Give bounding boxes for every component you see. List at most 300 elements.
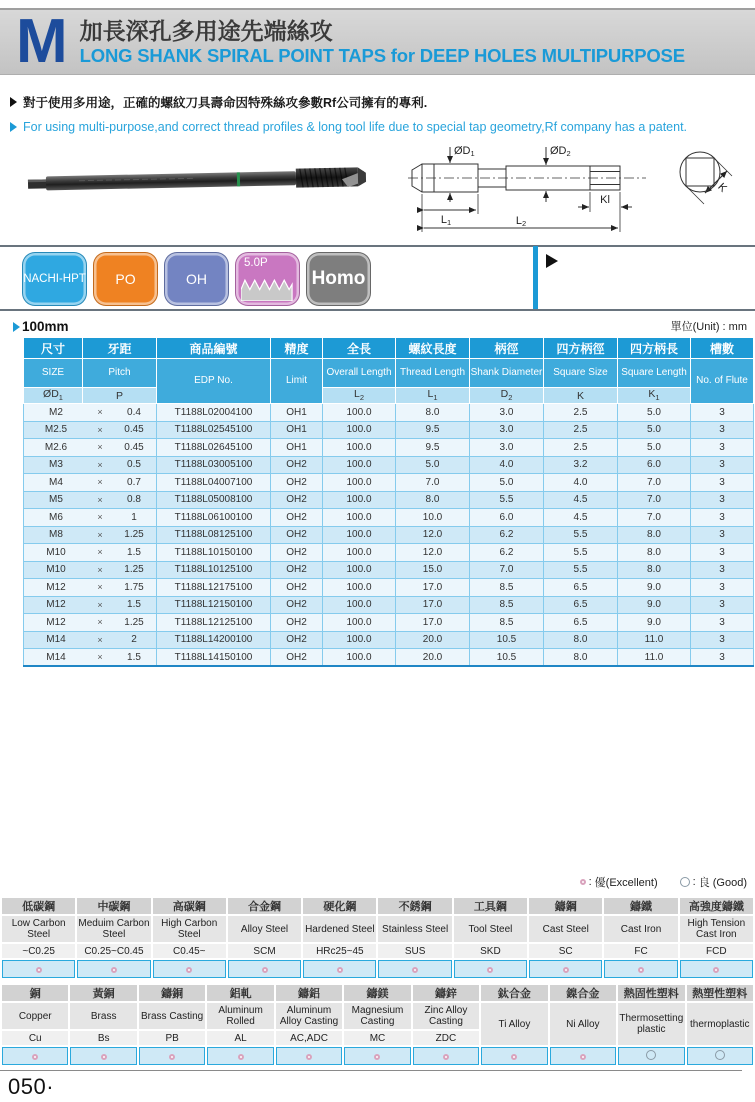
material-en: Cast Steel [528,915,603,943]
spec-row [24,579,754,597]
col-header-zh: 精度 [271,338,323,359]
material-rating [1,959,76,979]
square-size: 5.5 [544,526,618,544]
overall-length: 100.0 [323,544,396,562]
overall-length: 100.0 [323,596,396,614]
square-length: 8.0 [618,544,691,562]
excellent-ring-icon [101,1054,107,1060]
spec-row [24,491,754,509]
overall-length: 100.0 [323,509,396,527]
size-pitch [24,561,157,579]
edp-no: T1188L12175100 [157,579,271,597]
pitch-value: 1.5 [127,599,141,611]
material-en: Ni Alloy [549,1002,617,1046]
material-en: Cast Iron [603,915,678,943]
multiply-icon: × [97,599,103,610]
multiply-icon: × [97,652,103,662]
col-header-symbol: P [83,388,157,404]
material-code: AC,ADC [275,1030,343,1046]
intro-text-en: For using multi-purpose,and correct thread profiles & long tool life due to special tap geometry,Rf company has a patent. [23,120,688,134]
pitch-value: 0.8 [127,494,141,506]
material-en: thermoplastic [686,1002,754,1046]
title-bar [0,8,755,75]
excellent-ring-icon [713,967,719,973]
material-rating [138,1046,206,1066]
square-length: 9.0 [618,614,691,632]
spec-row [24,614,754,632]
material-zh: 合金鋼 [227,897,302,915]
square-size: 2.5 [544,404,618,422]
divider-rule [0,245,755,247]
dim-label-kl: Kl [600,194,610,206]
legend-good: : 良 (Good) [680,874,747,890]
square-size: 6.5 [544,596,618,614]
shank-diameter: 4.0 [470,456,544,474]
material-code: C0.25~C0.45 [76,943,151,959]
multiply-icon: × [97,477,103,488]
spec-row [24,631,754,649]
square-length: 11.0 [618,631,691,649]
badge-label: OH [186,271,207,287]
col-header-zh: 全長 [323,338,396,359]
overall-length: 100.0 [323,649,396,667]
size-pitch [24,509,157,527]
edp-no: T1188L10125100 [157,561,271,579]
overall-length: 100.0 [323,491,396,509]
multiply-icon: × [97,564,103,575]
thread-length: 12.0 [396,526,470,544]
divider-rule [0,309,755,311]
material-zh: 鑄鋼 [528,897,603,915]
material-rating [453,959,528,979]
edp-no: T1188L03005100 [157,456,271,474]
col-header-symbol: $D_2$ [470,388,544,404]
col-header-zh: 牙距 [83,338,157,359]
shank-diameter: 7.0 [470,561,544,579]
limit: OH2 [271,631,323,649]
material-en: Copper [1,1002,69,1030]
excellent-ring-icon [169,1054,175,1060]
size-pitch [24,456,157,474]
material-en: Aluminum Alloy Casting [275,1002,343,1030]
col-header-en: Square Length [618,359,691,388]
material-table [0,983,755,1067]
material-rating [603,959,678,979]
col-header-symbol: K [544,388,618,404]
material-en: Hardened Steel [302,915,377,943]
square-size: 4.5 [544,509,618,527]
thread-length: 8.0 [396,404,470,422]
multiply-icon: × [97,442,103,453]
thread-profile-icon [241,276,296,301]
limit: OH2 [271,596,323,614]
col-header-zh: 四方柄長 [618,338,691,359]
good-ring-icon [646,1050,656,1060]
multiply-icon: × [97,407,103,418]
material-code: C0.45~ [152,943,227,959]
pitch-value: 0.7 [127,476,141,488]
material-zh: 鑄鋁 [275,984,343,1002]
shank-diameter: 6.0 [470,509,544,527]
material-code: FCD [679,943,754,959]
overall-length: 100.0 [323,614,396,632]
material-en: Zinc Alloy Casting [412,1002,480,1030]
material-zh: 銅 [1,984,69,1002]
size-value: M3 [49,459,63,471]
edp-no: T1188L14200100 [157,631,271,649]
multiply-icon: × [97,547,103,558]
size-value: M8 [49,529,63,541]
material-code: SC [528,943,603,959]
excellent-ring-icon [337,967,343,973]
square-length: 9.0 [618,579,691,597]
col-header-en: Pitch [83,359,157,388]
material-en: Brass Casting [138,1002,206,1030]
col-header-zh: 四方柄徑 [544,338,618,359]
square-length: 11.0 [618,649,691,667]
material-zh: 鑄鎂 [343,984,411,1002]
limit: OH1 [271,404,323,422]
square-length: 7.0 [618,491,691,509]
material-en: Tool Steel [453,915,528,943]
material-en: High Tension Cast Iron [679,915,754,943]
col-header-symbol: $K_1$ [618,388,691,404]
material-en: High Carbon Steel [152,915,227,943]
flutes: 3 [691,649,754,667]
size-value: M5 [49,494,63,506]
pointer-icon [546,254,558,268]
edp-no: T1188L04007100 [157,474,271,492]
pitch-value: 1.5 [127,651,141,663]
badge-5-0p [235,252,300,306]
square-size: 4.0 [544,474,618,492]
excellent-ring-icon [306,1054,312,1060]
size-marker [13,319,69,334]
col-header-symbol: $L_1$ [396,388,470,404]
pitch-value: 1 [131,511,137,523]
edp-no: T1188L02645100 [157,439,271,457]
thread-length: 7.0 [396,474,470,492]
shank-diameter: 3.0 [470,439,544,457]
flutes: 3 [691,404,754,422]
dim-label-l2: L2 [515,215,527,228]
material-zh: 高碳鋼 [152,897,227,915]
limit: OH1 [271,439,323,457]
limit: OH1 [271,421,323,439]
edp-no: T1188L14150100 [157,649,271,667]
excellent-ring-icon [412,967,418,973]
material-zh: 鈦合金 [480,984,548,1002]
material-en: Alloy Steel [227,915,302,943]
excellent-ring-icon [186,967,192,973]
size-pitch [24,474,157,492]
thread-length: 15.0 [396,561,470,579]
overall-length: 100.0 [323,526,396,544]
material-rating [528,959,603,979]
rating-legend [580,874,747,890]
pitch-value: 2 [131,634,137,646]
limit: OH2 [271,579,323,597]
material-rating [227,959,302,979]
table-caption [13,318,747,334]
pitch-value: 1.5 [127,546,141,558]
material-code: Bs [69,1030,137,1046]
size-marker-label: 100mm [22,319,69,334]
shank-diameter: 6.2 [470,544,544,562]
pitch-value: 1.75 [124,581,144,593]
col-header-en: Square Size [544,359,618,388]
col-header-symbol: $ØD_1$ [24,388,83,404]
material-rating [617,1046,685,1066]
dim-label-l1: L1 [440,214,452,227]
flutes: 3 [691,474,754,492]
shank-diameter: 8.5 [470,614,544,632]
spec-row [24,456,754,474]
material-rating [377,959,452,979]
material-en: Brass [69,1002,137,1030]
multiply-icon: × [97,494,103,505]
square-size: 6.5 [544,579,618,597]
material-rating [275,1046,343,1066]
size-pitch [24,614,157,632]
size-pitch [24,526,157,544]
spec-row [24,421,754,439]
col-header-en: Limit [271,359,323,404]
shank-diameter: 3.0 [470,404,544,422]
size-value: M10 [46,546,66,558]
size-pitch [24,421,157,439]
material-zh: 鑄鐵 [603,897,678,915]
multiply-icon: × [97,617,103,628]
material-zh: 鑄鋅 [412,984,480,1002]
flutes: 3 [691,579,754,597]
tap-photo [24,148,392,214]
limit: OH2 [271,509,323,527]
pitch-value: 0.4 [127,406,141,418]
edp-no: T1188L05008100 [157,491,271,509]
series-letter: M [16,7,66,77]
square-size: 8.0 [544,649,618,667]
excellent-ring-icon [563,967,569,973]
footer-rule [0,1070,742,1071]
material-en: Stainless Steel [377,915,452,943]
shank-diameter: 5.0 [470,474,544,492]
multiply-icon: × [97,512,103,523]
col-header-zh: 槽數 [691,338,754,359]
thread-length: 20.0 [396,649,470,667]
pitch-value: 0.45 [124,441,144,453]
flutes: 3 [691,614,754,632]
material-table [0,896,755,980]
overall-length: 100.0 [323,421,396,439]
thread-length: 9.5 [396,421,470,439]
size-value: M4 [49,476,63,488]
spec-table [23,337,754,667]
size-pitch [24,439,157,457]
thread-length: 5.0 [396,456,470,474]
thread-length: 10.0 [396,509,470,527]
excellent-ring-icon [638,967,644,973]
col-header-symbol: $L_2$ [323,388,396,404]
spec-row [24,596,754,614]
size-pitch [24,596,157,614]
material-code: Cu [1,1030,69,1046]
col-header-zh: 螺紋長度 [396,338,470,359]
material-zh: 熱塑性塑料 [686,984,754,1002]
overall-length: 100.0 [323,456,396,474]
badge-po [93,252,158,306]
material-code: HRc25~45 [302,943,377,959]
material-rating [302,959,377,979]
dim-label-d1: ØD1 [454,145,475,158]
thread-length: 9.5 [396,439,470,457]
square-length: 9.0 [618,596,691,614]
badge-label: 5.0P [244,257,268,269]
size-pitch [24,649,157,667]
square-length: 5.0 [618,404,691,422]
size-value: M2.6 [44,441,68,453]
material-zh: 鎳合金 [549,984,617,1002]
limit: OH2 [271,491,323,509]
excellent-ring-icon [238,1054,244,1060]
shank-diameter: 5.5 [470,491,544,509]
spec-row [24,474,754,492]
size-value: M12 [46,581,66,593]
flutes: 3 [691,544,754,562]
material-rating [679,959,754,979]
material-rating [686,1046,754,1066]
material-code: ZDC [412,1030,480,1046]
material-zh: 中碳鋼 [76,897,151,915]
size-pitch [24,404,157,422]
size-value: M10 [46,564,66,576]
badge-homo [306,252,371,306]
pitch-value: 0.45 [124,424,144,436]
excellent-ring-icon [374,1054,380,1060]
material-code: AL [206,1030,274,1046]
thread-length: 8.0 [396,491,470,509]
material-zh: 熱固性塑料 [617,984,685,1002]
limit: OH2 [271,544,323,562]
square-size: 5.5 [544,561,618,579]
shank-diameter: 6.2 [470,526,544,544]
spec-row [24,509,754,527]
size-value: M14 [46,634,66,646]
edp-no: T1188L08125100 [157,526,271,544]
size-value: M6 [49,511,63,523]
material-zh: 鑄銅 [138,984,206,1002]
spec-table-grid [23,337,754,667]
col-header-zh: 商品編號 [157,338,271,359]
material-tables [0,896,755,1070]
overall-length: 100.0 [323,404,396,422]
thread-length: 17.0 [396,579,470,597]
material-rating [549,1046,617,1066]
dim-label-d2: ØD2 [550,145,571,158]
flutes: 3 [691,631,754,649]
material-rating [412,1046,480,1066]
limit: OH2 [271,561,323,579]
material-rating [152,959,227,979]
overall-length: 100.0 [323,561,396,579]
col-header-en: SIZE [24,359,83,388]
size-value: M2.5 [44,424,68,436]
overall-length: 100.0 [323,439,396,457]
edp-no: T1188L12125100 [157,614,271,632]
square-size: 5.5 [544,544,618,562]
col-header-zh: 尺寸 [24,338,83,359]
material-zh: 不銹鋼 [377,897,452,915]
excellent-ring-icon [32,1054,38,1060]
size-value: M14 [46,651,66,663]
size-value: M2 [49,406,63,418]
excellent-ring-icon [262,967,268,973]
size-pitch [24,579,157,597]
flutes: 3 [691,596,754,614]
flutes: 3 [691,491,754,509]
overall-length: 100.0 [323,474,396,492]
material-en: Low Carbon Steel [1,915,76,943]
square-length: 7.0 [618,474,691,492]
shank-diameter: 3.0 [470,421,544,439]
intro-line-en [10,120,747,134]
edp-no: T1188L06100100 [157,509,271,527]
limit: OH2 [271,456,323,474]
material-rating [343,1046,411,1066]
badge-nachi-hpt [22,252,87,306]
shank-diameter: 10.5 [470,631,544,649]
excellent-ring-icon [443,1054,449,1060]
dimension-diagram [408,140,753,250]
square-length: 8.0 [618,561,691,579]
spec-row [24,649,754,667]
size-pitch [24,631,157,649]
good-ring-icon [680,877,690,887]
material-zh: 工具鋼 [453,897,528,915]
badge-label: Homo [311,268,366,289]
material-en: Magnesium Casting [343,1002,411,1030]
flutes: 3 [691,509,754,527]
edp-no: T1188L02004100 [157,404,271,422]
pitch-value: 1.25 [124,616,144,628]
material-rating [480,1046,548,1066]
material-zh: 高強度鑄鐵 [679,897,754,915]
square-size: 6.5 [544,614,618,632]
material-zh: 硬化鋼 [302,897,377,915]
material-zh: 鋁軋 [206,984,274,1002]
overall-length: 100.0 [323,631,396,649]
size-value: M12 [46,616,66,628]
material-rating [69,1046,137,1066]
excellent-ring-icon [580,879,586,885]
multiply-icon: × [97,582,103,593]
excellent-ring-icon [111,967,117,973]
shank-diameter: 8.5 [470,579,544,597]
spec-row [24,561,754,579]
material-rating [1,1046,69,1066]
pitch-value: 1.25 [124,529,144,541]
edp-no: T1188L12150100 [157,596,271,614]
flutes: 3 [691,421,754,439]
square-size: 4.5 [544,491,618,509]
col-header-en: EDP No. [157,359,271,404]
page-title-zh: 加長深孔多用途先端絲攻 [79,17,333,44]
bullet-arrow-icon [10,122,17,132]
section-divider-bar [533,246,538,309]
intro-section [10,93,747,143]
limit: OH2 [271,649,323,667]
page-number: 050· [8,1074,55,1099]
